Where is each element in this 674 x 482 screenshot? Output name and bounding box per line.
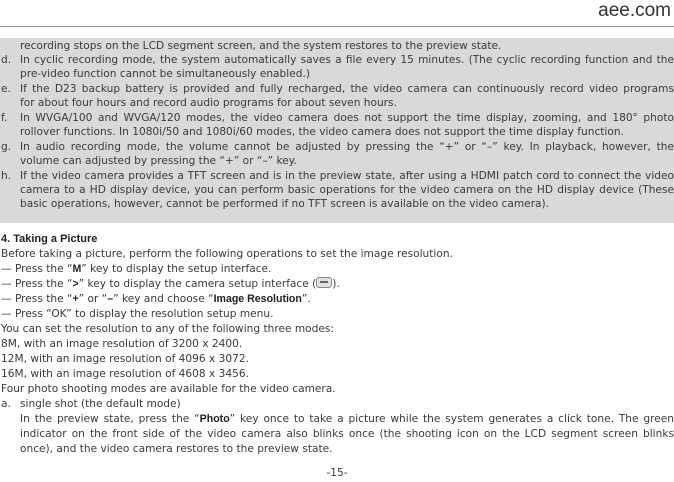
mode-a-line-3: once), and the video camera restores to the preview state.	[20, 443, 333, 455]
resolution-12m: 12M, with an image resolution of 4096 x 3072.	[1, 353, 249, 365]
resolution-intro: You can set the resolution to any of the following three modes:	[1, 323, 334, 335]
step-1: — Press the “M” key to display the setup interface.	[1, 263, 272, 275]
resolution-8m: 8M, with an image resolution of 3200 x 2400.	[1, 338, 243, 350]
camera-setup-icon	[316, 277, 332, 288]
page-header	[0, 0, 674, 27]
note-c-tail: recording stops on the LCD segment screen, and the system restores to the preview state.	[20, 40, 502, 52]
brand-logo-text: aee.com	[598, 0, 671, 21]
mode-a-line-2: indicator on the front side of the video camera also blinks once (the shooting icon on the LCD segment screen blinks	[20, 428, 674, 440]
section-intro: Before taking a picture, perform the following operations to set the image resolution.	[1, 248, 453, 260]
step-4: — Press “OK” to display the resolution setup menu.	[1, 308, 274, 320]
mode-a-line-1: In the preview state, press the “Photo” key once to take a picture while the system generates a click tone. The green	[20, 413, 674, 425]
step-3: — Press the “+” or “–” key and choose “Image Resolution”.	[1, 293, 311, 305]
mode-a-title: single shot (the default mode)	[20, 398, 181, 410]
step-2: — Press the “>” key to display the camera setup interface ( ).	[1, 278, 340, 290]
section-heading: 4. Taking a Picture	[1, 233, 98, 245]
modes-intro: Four photo shooting modes are available for the video camera.	[1, 383, 336, 395]
resolution-16m: 16M, with an image resolution of 4608 x 3456.	[1, 368, 249, 380]
page-number: -15-	[326, 467, 348, 479]
